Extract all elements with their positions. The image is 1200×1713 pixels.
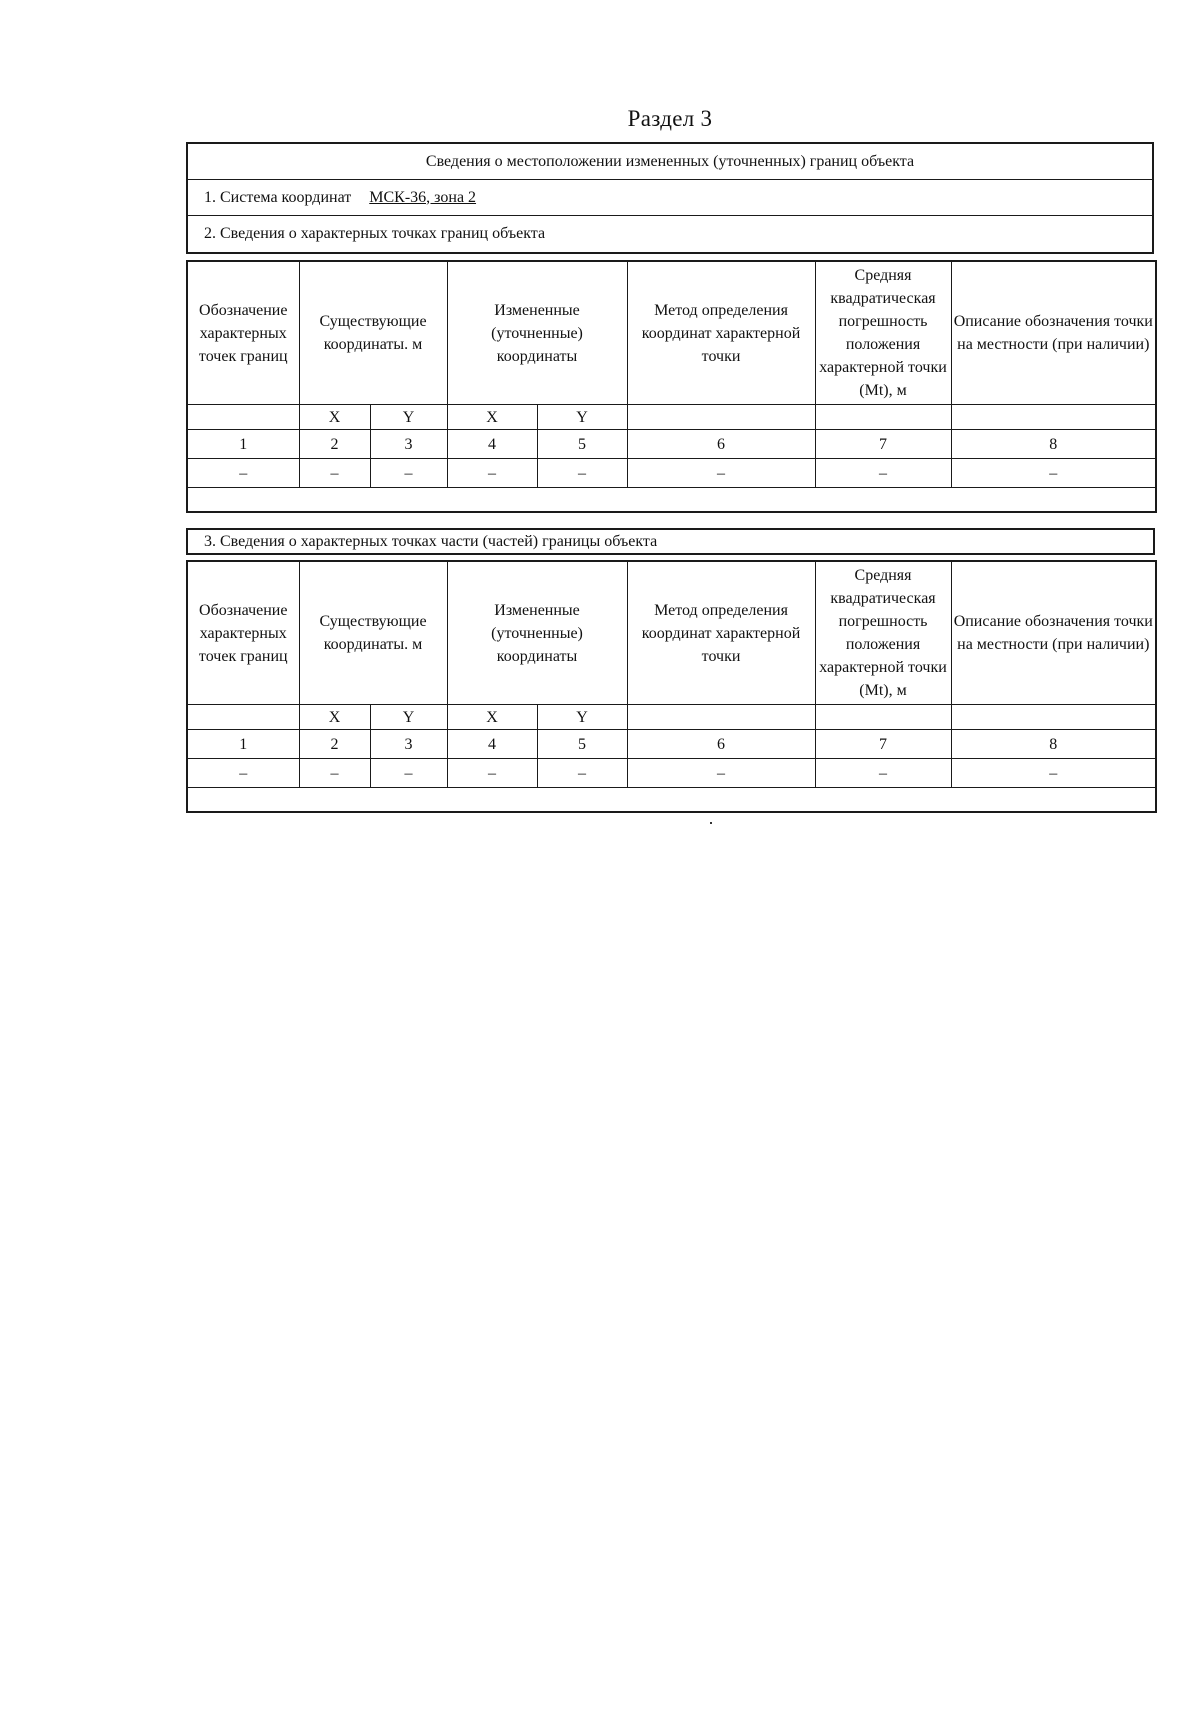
xy-cell-empty xyxy=(627,405,815,430)
xy-cell-empty xyxy=(815,405,951,430)
data-cell: – xyxy=(537,759,627,788)
data-cell: – xyxy=(951,759,1156,788)
header-existing-x: X xyxy=(299,405,370,430)
coord-system-row xyxy=(188,180,1152,216)
header-description: Описание обозначения точки на местности (при наличии) xyxy=(951,561,1156,705)
header-designation: Обозначение характерных точек границ xyxy=(187,561,299,705)
data-cell: – xyxy=(370,759,447,788)
header-mean-error: Средняя квадратическая погрешность положения характерной точки (Mt), м xyxy=(815,561,951,705)
data-cell: – xyxy=(627,459,815,488)
data-cell: – xyxy=(447,459,537,488)
header-box xyxy=(186,142,1154,254)
data-cell: – xyxy=(815,759,951,788)
header-description: Описание обозначения точки на местности (при наличии) xyxy=(951,261,1156,405)
data-cell: – xyxy=(299,459,370,488)
header-designation: Обозначение характерных точек границ xyxy=(187,261,299,405)
header-existing-coords: Существующие координаты. м xyxy=(299,561,447,705)
data-cell: – xyxy=(187,459,299,488)
section-title: Раздел 3 xyxy=(627,106,713,131)
column-number: 4 xyxy=(447,730,537,759)
column-number: 6 xyxy=(627,730,815,759)
column-number: 3 xyxy=(370,730,447,759)
header-existing-coords: Существующие координаты. м xyxy=(299,261,447,405)
header-changed-y: Y xyxy=(537,405,627,430)
xy-cell-empty xyxy=(627,705,815,730)
subsection-2-title: 2. Сведения о характерных точках границ объекта xyxy=(204,225,546,242)
subsection-3-title: 3. Сведения о характерных точках части (частей) границы объекта xyxy=(186,528,1155,555)
header-changed-coords: Измененные (уточненные) координаты xyxy=(447,261,627,405)
header-method: Метод определения координат характерной точки xyxy=(627,261,815,405)
header-existing-y: Y xyxy=(370,405,447,430)
scan-speck xyxy=(710,822,712,824)
column-number: 8 xyxy=(951,430,1156,459)
column-number: 5 xyxy=(537,730,627,759)
header-changed-coords: Измененные (уточненные) координаты xyxy=(447,561,627,705)
empty-row xyxy=(187,488,1156,513)
column-number: 7 xyxy=(815,730,951,759)
boundary-points-table xyxy=(186,260,1157,513)
data-cell: – xyxy=(815,459,951,488)
data-cell: – xyxy=(187,759,299,788)
coord-system-label: 1. Система координат xyxy=(204,188,352,206)
xy-cell-empty xyxy=(187,705,299,730)
column-number: 1 xyxy=(187,430,299,459)
column-number: 1 xyxy=(187,730,299,759)
data-cell: – xyxy=(447,759,537,788)
header-changed-x: X xyxy=(447,705,537,730)
header-existing-x: X xyxy=(299,705,370,730)
column-number: 4 xyxy=(447,430,537,459)
part-boundary-points-table xyxy=(186,560,1157,813)
header-changed-x: X xyxy=(447,405,537,430)
column-number: 2 xyxy=(299,430,370,459)
xy-cell-empty xyxy=(187,405,299,430)
column-number: 2 xyxy=(299,730,370,759)
header-main-title: Сведения о местоположении измененных (уточненных) границ объекта xyxy=(188,144,1152,180)
header-method: Метод определения координат характерной точки xyxy=(627,561,815,705)
header-existing-y: Y xyxy=(370,705,447,730)
column-number: 8 xyxy=(951,730,1156,759)
empty-row xyxy=(187,788,1156,813)
header-changed-y: Y xyxy=(537,705,627,730)
column-number: 6 xyxy=(627,430,815,459)
coord-system-value: МСК-36, зона 2 xyxy=(369,188,477,206)
column-number: 3 xyxy=(370,430,447,459)
data-cell: – xyxy=(537,459,627,488)
data-cell: – xyxy=(299,759,370,788)
data-cell: – xyxy=(951,459,1156,488)
xy-cell-empty xyxy=(951,705,1156,730)
xy-cell-empty xyxy=(815,705,951,730)
column-number: 7 xyxy=(815,430,951,459)
data-cell: – xyxy=(370,459,447,488)
column-number: 5 xyxy=(537,430,627,459)
header-mean-error: Средняя квадратическая погрешность положения характерной точки (Mt), м xyxy=(815,261,951,405)
xy-cell-empty xyxy=(951,405,1156,430)
data-cell: – xyxy=(627,759,815,788)
